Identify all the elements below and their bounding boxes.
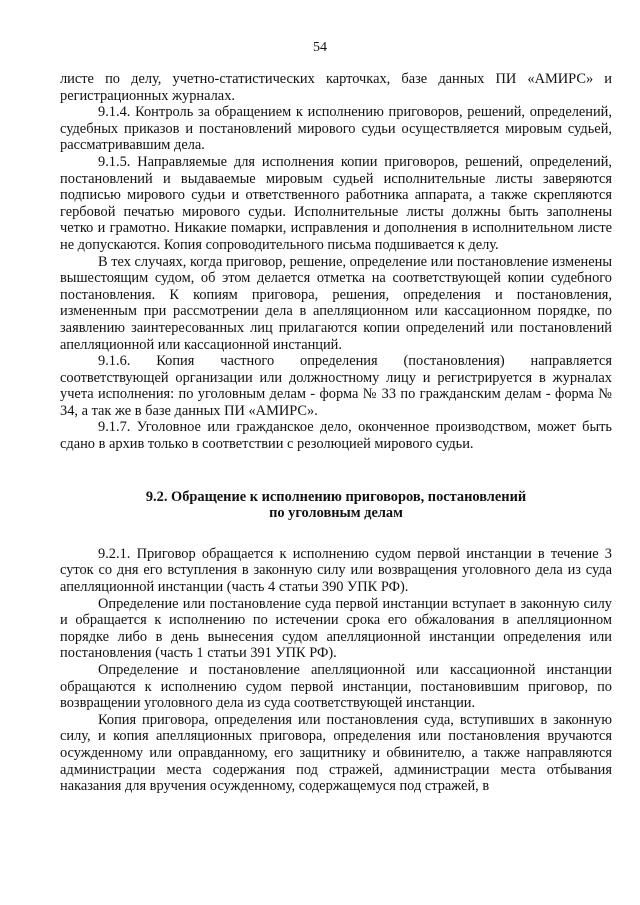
paragraph-9-1-7: 9.1.7. Уголовное или гражданское дело, оконченное производством, может быть сдано в архив только в соответствии с резолюцией мирового судьи. [60,419,612,453]
page-number: 54 [313,40,327,55]
paragraph-appeal-ruling: Определение и постановление апелляционной или кассационной инстанции обращаются к исполнению судом первой инстанции, постановившим приговор, по возвращении уголовного дела из суда соответствующей инстанции. [60,662,612,712]
section-heading-9-2 [60,489,612,522]
paragraph-9-1-5: 9.1.5. Направляемые для исполнения копии приговоров, решений, определений, постановлений и выдаваемые мировым судьей исполнительные листы заверяются подписью мирового судьи и ответственного работника аппарата, а также скрепляются гербовой печатью мирового судьи. Исполнительные листы должны быть заполнены четко и грамотно. Никакие помарки, исправления и дополнения в исполнительном листе не допускаются. Копия сопроводительного письма подшивается к делу. [60,153,612,253]
document-body [60,71,612,795]
paragraph-9-1-4: 9.1.4. Контроль за обращением к исполнению приговоров, решений, определений, судебных приказов и постановлений мирового судьи осуществляется мировым судьей, рассматривавшим дела. [60,104,612,154]
section-heading-line-1: 9.2. Обращение к исполнению приговоров, постановлений [145,488,527,505]
paragraph-9-2-1: 9.2.1. Приговор обращается к исполнению судом первой инстанции в течение 3 суток со дня его вступления в законную силу или возвращения уголовного дела из суда апелляционной инстанции (часть 4 статьи 390 УПК РФ). [60,545,612,596]
paragraph-first-instance-ruling: Определение или постановление суда первой инстанции вступает в законную силу и обращается к исполнению по истечении срока его обжалования в апелляционном порядке либо в день вынесения судом апелляционной инстанции определения или постановления (часть 1 статьи 391 УПК РФ). [60,595,612,662]
paragraph-continuation: листе по делу, учетно-статистических карточках, базе данных ПИ «АМИРС» и регистрационных журналах. [60,71,612,104]
paragraph-amended-copies: В тех случаях, когда приговор, решение, определение или постановление изменены вышестоящим судом, об этом делается отметка на соответствующей копии судебного постановления. К копиям приговора, решения, определения и постановления, измененным при рассмотрении дела в апелляционном или кассационном порядке, по заявлению заинтересованных лиц прилагаются копии определений или постановлений апелляционной или кассационной инстанций. [60,253,612,353]
paragraph-9-1-6: 9.1.6. Копия частного определения (постановления) направляется соответствующей организации или должностному лицу и регистрируется в журналах учета исполнения: по уголовным делам - форма № 33 по гражданским делам - форма № 34, а так же в базе данных ПИ «АМИРС». [60,353,612,419]
paragraph-copies-delivery: Копия приговора, определения или постановления суда, вступивших в законную силу, и копия апелляционных приговора, определения или постановления вручаются осужденному или оправданному, его защитнику и обвинителю, а также направляются администрации места содержания под стражей, администрации места отбывания наказания для вручения осужденному, содержащемуся под стражей, в [60,711,612,795]
section-heading-line-2: по уголовным делам [269,505,403,522]
